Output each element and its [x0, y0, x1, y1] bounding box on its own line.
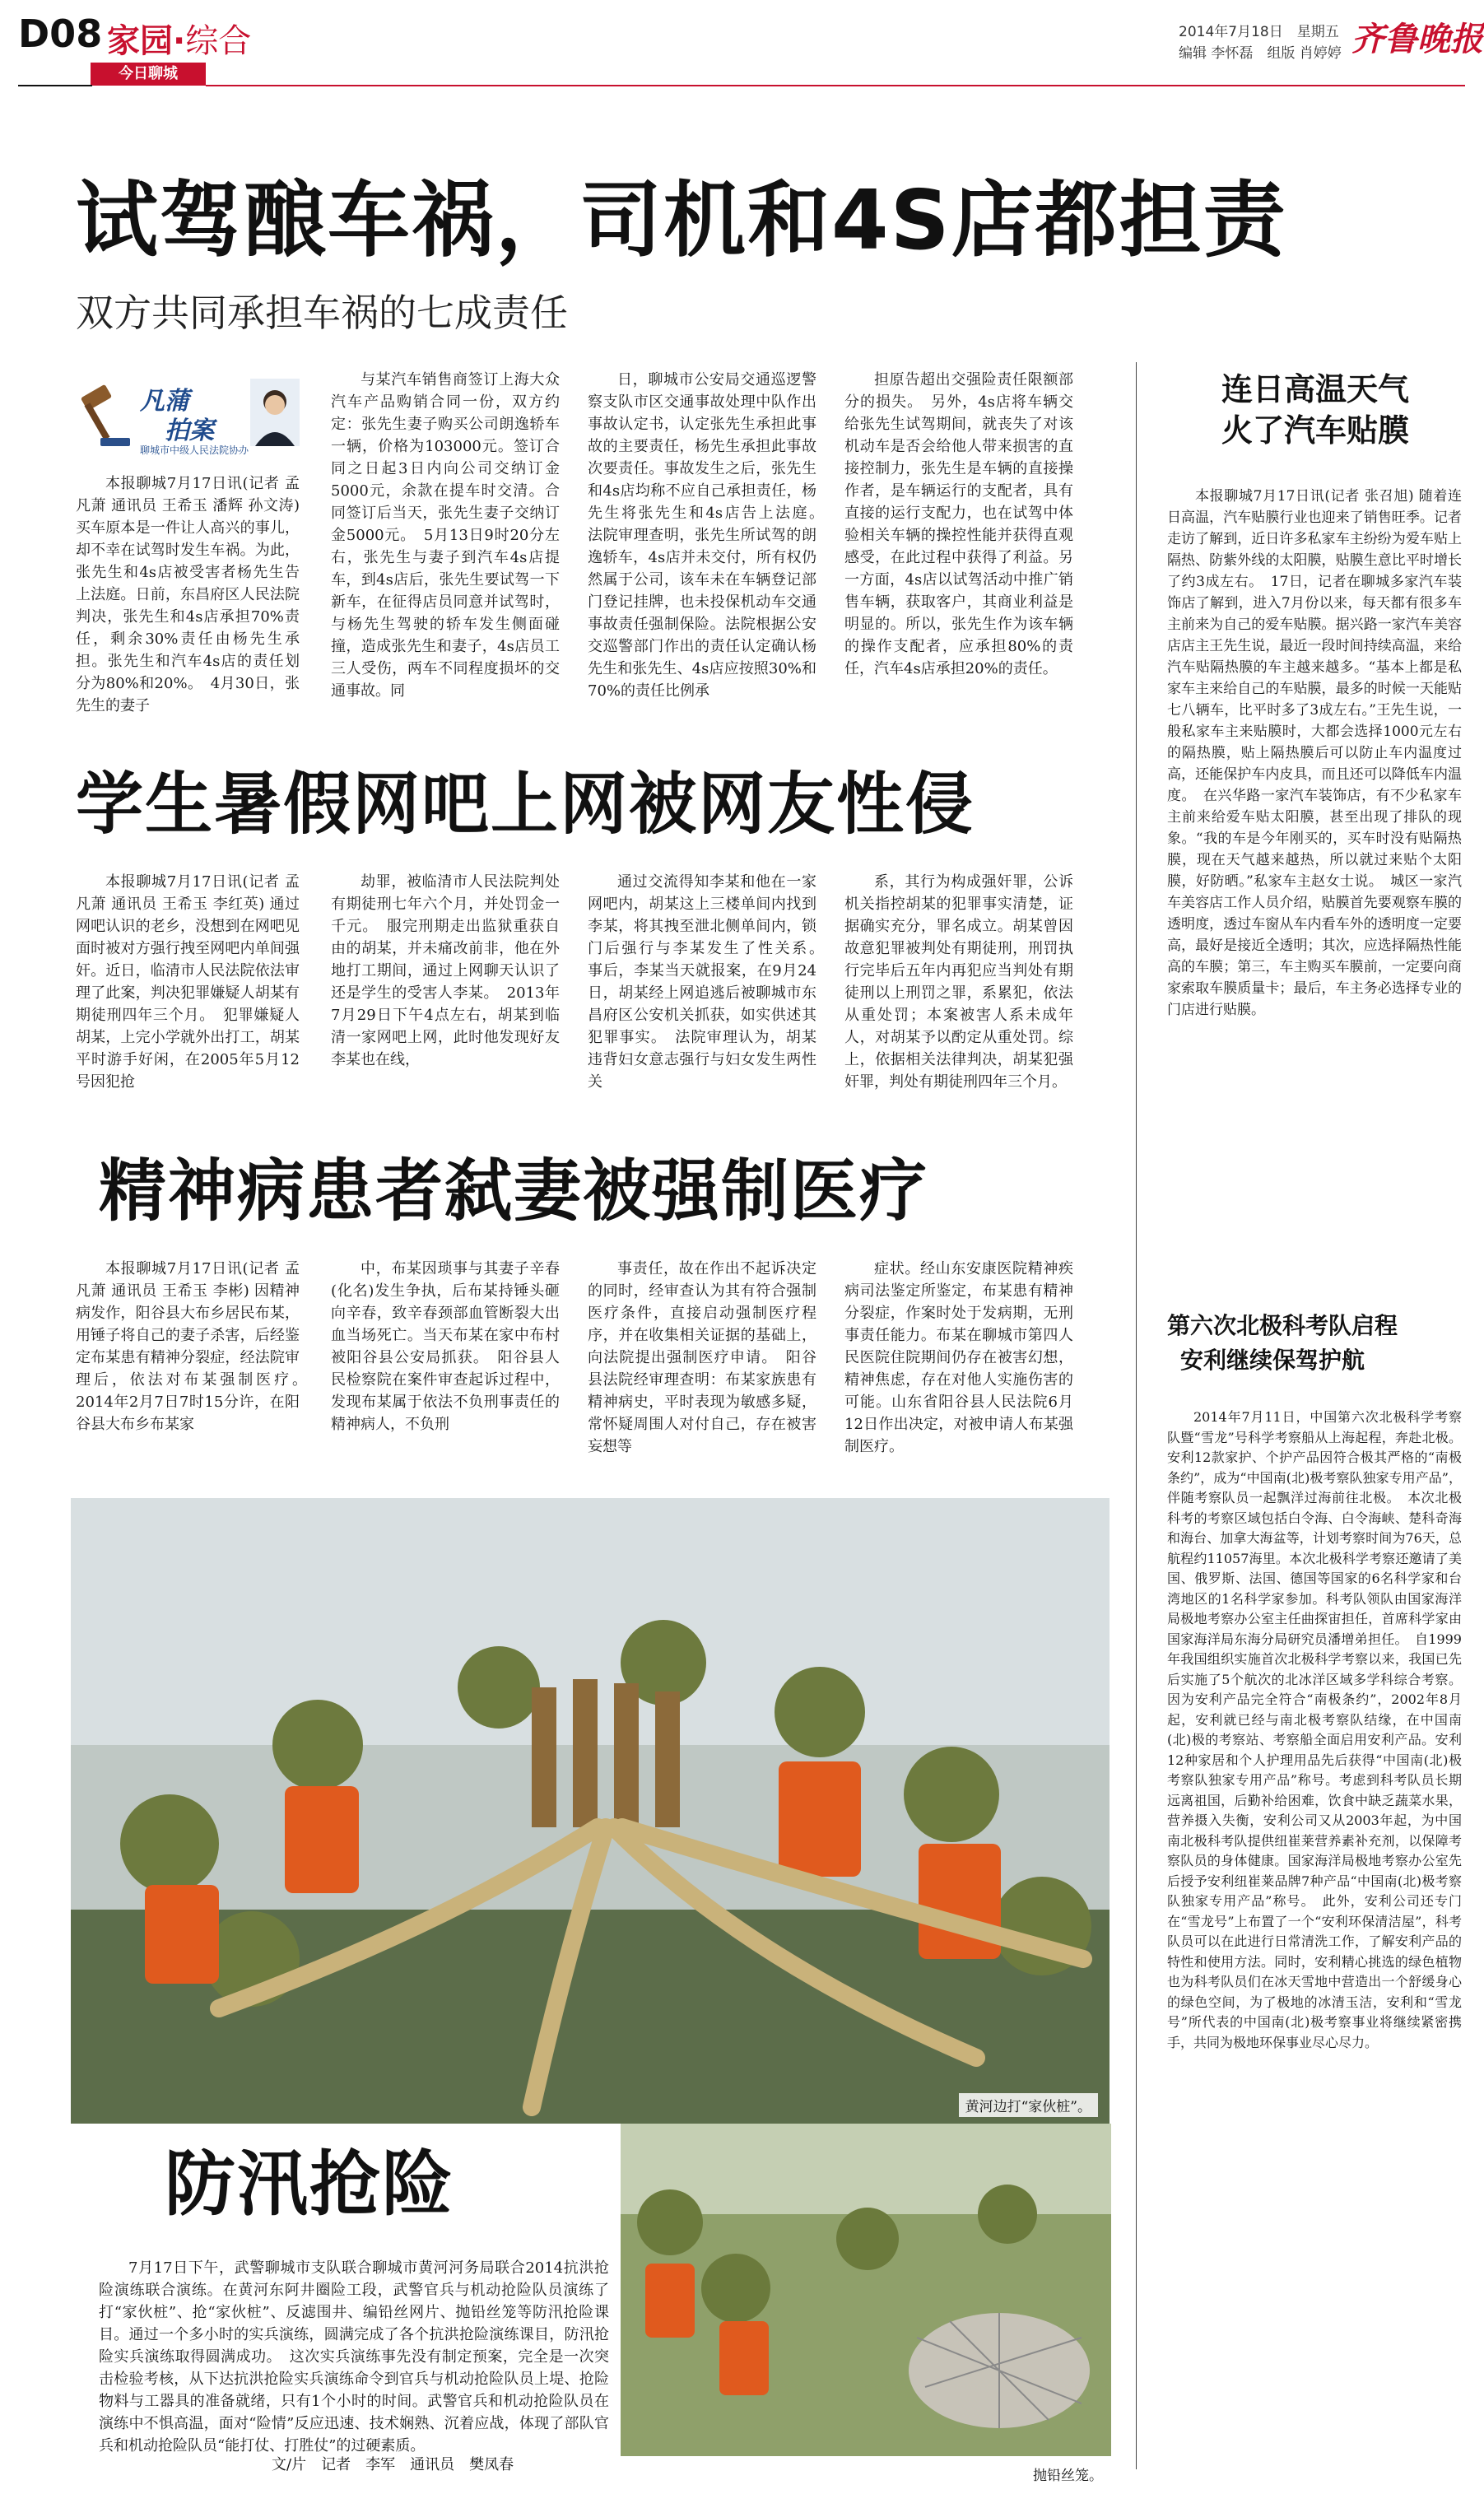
story2-column-2: [331, 871, 560, 1071]
flood-drill-illustration: [71, 1498, 1110, 2124]
gavel-icon: [76, 380, 133, 454]
flood-drill-photo: [71, 1498, 1110, 2124]
editor: 编辑 李怀磊: [1179, 45, 1254, 62]
story1-column-1: [76, 472, 300, 717]
column-title-1: 凡蒲: [140, 387, 189, 416]
column-title-2: 拍案: [165, 416, 214, 445]
sidebar1-headline-line-2: 火了汽车贴膜: [1221, 412, 1409, 449]
story1-headline: 试驾酿车祸，司机和4S店都担责: [76, 172, 1287, 268]
story2-column-3-text: 通过交流得知李某和他在一家网吧内，胡某这上三楼单间内找到李某，将其拽至泄北侧单间内，锁门后强行与李某发生了性关系。 事后，李某当天就报案，在9月24日，胡某经上网追逃后被聊城市东昌府区公安机关抓获，如实供述其犯罪事实。 法院审理认为，胡某违背妇女意志强行与妇女发生两性关: [588, 873, 831, 1091]
sub-section-title: 综合: [185, 22, 252, 60]
story1-column-4: [844, 369, 1073, 680]
section-dot: ·: [173, 22, 186, 60]
sidebar2-text-body: 2014年7月11日，中国第六次北极科学考察队暨“雪龙”号科学考察船从上海起程，奔赴北极。安利12款家护、个护产品因符合极其严格的“南极条约”，成为“中国南(北)极考察队独家专用产品”，伴随考察队员一起飘洋过海前往北极。 本次北极科考的考察区域包括白令海、白令海峡、楚科奇海和海台、加拿大海盆等，计划考察时间为76天，总航程约11057海里。本次北极科学考察还邀请了美国、俄罗斯、法国、德国等国家的6名科学家和台湾地区的1名科学家参加。科考队领队由国家海洋局极地考察办公室主任曲探宙担任，首席科学家由国家海洋局东海分局研究员潘增弟担任。 自1999年我国组织实施首次北极科学考察以来，我国已先后实施了5个航次的北冰洋区域多学科综合考察。因为安利产品完全符合“南极条约”，2002年8月起，安利就已经与南北极考察队结缘，在中国南(北)极的考察站、考察船全面启用安利产品。安利12种家居和个人护理用品先后获得“中国南(北)极考察队独家专用产品”称号。考虑到科考队员长期远离祖国，后勤补给困难，饮食中缺乏蔬菜水果，营养摄入失衡，安利公司又从2003年起，为中国南北极科考队提供纽崔莱营养素补充剂，以保障考察队员的身体健康。国家海洋局极地考察办公室先后授予安利纽崔莱品牌7种产品“中国南(北)极考察队独家专用产品”称号。 此外，安利公司还专门在“雪龙号”上布置了一个“安利环保清洁屋”，科考队员可以在此进行日常清洗工作，了解安利产品的特性和使用方法。同时，安利精心挑选的绿色植物也为科考队员们在冰天雪地中营造出一个舒缓身心的绿色空间，为了极地的冰清玉洁，安利和“雪龙号”所代表的中国南(北)极考察事业将继续紧密携手，共同为极地环保事业尽心尽力。: [1167, 1409, 1462, 2050]
story1-column-2: [331, 369, 560, 702]
masthead: [0, 0, 1484, 91]
story3-headline: 精神病患者弑妻被强制医疗: [99, 1152, 929, 1231]
weekday: 星期五: [1296, 24, 1339, 40]
story2-column-4-text: 系，其行为构成强奸罪，公诉机关指控胡某的犯罪事实清楚，证据确实充分，罪名成立。胡某曾因故意犯罪被判处有期徒刑，刑罚执行完毕后五年内再犯应当判处有期徒刑以上刑罚之罪，系累犯，依法从重处罚；本案被害人系未成年人，对胡某予以酌定从重处罚。综上，依据相关法律判决，胡某犯强奸罪，判处有期徒刑四年三个月。: [844, 873, 1073, 1091]
story2-column-4: [844, 871, 1073, 1093]
layout-editor: 组版 肖婷婷: [1267, 45, 1342, 62]
story4-text-body: 7月17日下午，武警聊城市支队联合聊城市黄河河务局联合2014抗洪抢险演练联合演练。在黄河东阿井圈险工段，武警官兵与机动抢险队员演练了打“家伙桩”、抢“家伙桩”、反滤围井、编铅丝网片、抛铅丝笼等防汛抢险课目。通过一个多小时的实兵演练，圆满完成了各个抗洪抢险演练课目，防汛抢险实兵演练取得圆满成功。 这次实兵演练事先没有制定预案，完全是一次突击检验考核，从下达抗洪抢险实兵演练命令到官兵与机动抢险队员上堤、抢险物料与工器具的准备就绪，只有1个小时的时间。武警官兵和机动抢险队员在演练中不惧高温，面对“险情”反应迅速、技术娴熟、沉着应战，体现了部队官兵和机动抢险队员“能打仗、打胜仗”的过硬素质。: [99, 2259, 609, 2454]
gabion-drill-illustration: [621, 2124, 1111, 2456]
story2-column-3: [588, 871, 831, 1093]
story1-column-3-text: 日，聊城市公安局交通巡逻警察支队市区交通事故处理中队作出事故认定书，认定张先生承担此事故的主要责任，杨先生承担此事故次要责任。事故发生之后，张先生和4s店均称不应自己承担责任，杨先生将张先生和4s店告上法庭。 法院审理查明，张先生所试驾的朗逸轿车，4s店并未交付，所有权仍然属于公司，该车未在车辆登记部门登记挂牌，也未投保机动车交通事故责任强制保险。法院根据公安交巡警部门作出的责任认定确认杨先生和张先生、4s店应按照30%和70%的责任比例承: [588, 371, 831, 700]
story2-headline: 学生暑假网吧上网被网友性侵: [76, 765, 975, 844]
story1-subhead: 双方共同承担车祸的七成责任: [76, 291, 568, 335]
section-tag: [91, 63, 206, 86]
edition-date: [1179, 20, 1339, 40]
sidebar1-text-body: 本报聊城7月17日讯(记者 张召旭) 随着连日高温，汽车贴膜行业也迎来了销售旺季。记者走访了解到，近日许多私家车主纷纷为爱车贴上隔热、防紫外线的太阳膜，贴膜生意比平时增长了约3成左右。 17日，记者在聊城多家汽车装饰店了解到，进入7月份以来，每天都有很多车主前来为自己的爱车贴膜。据兴路一家汽车美容店店主王先生说，最近一段时间持续高温，来给汽车贴隔热膜的车主越来越多。“基本上都是私家车主来给自己的车贴膜，最多的时候一天能贴七八辆车，比平时多了3成左右。”王先生说，一般私家车主来贴膜时，大都会选择1000元左右的隔热膜，贴上隔热膜后可以防止车内温度过高，还能保护车内皮具，而且还可以降低车内温度。 在兴华路一家汽车装饰店，有不少私家车主前来给爱车贴太阳膜，甚至出现了排队的现象。“我的车是今年刚买的，买车时没有贴隔热膜，现在天气越来越热，所以就过来贴个太阳膜，好防晒。”私家车主赵女士说。 城区一家汽车美容店工作人员介绍，贴膜首先要观察车膜的透明度，透过车窗从车内看车外的透明度一定要高，最好是接近全透明；其次，应选择隔热性能高的车膜；第三，车主购买车膜前，一定要向商家索取车膜质量卡；最后，车主务必选择专业的门店进行贴膜。: [1167, 488, 1462, 1018]
story4-headline: 防汛抢险: [165, 2143, 454, 2226]
gabion-drill-photo: [621, 2124, 1111, 2484]
story1-column-3: [588, 369, 831, 702]
sidebar1-headline-line-1: 连日高温天气: [1221, 371, 1409, 407]
sidebar-divider: [1136, 362, 1137, 2469]
gabion-drill-photo-caption: 抛铅丝笼。: [1033, 2468, 1103, 2484]
story3-column-4-text: 症状。经山东安康医院精神疾病司法鉴定所鉴定，布某患有精神分裂症，作案时处于发病期，无刑事责任能力。布某在聊城市第四人民医院住院期间仍存在被害幻想，精神焦虑，存在对他人实施伤害的可能。山东省阳谷县人民法院6月12日作出决定，对被申请人布某强制医疗。: [844, 1260, 1073, 1455]
sidebar2-text: [1167, 1408, 1462, 2053]
story4-credit: 文/片 记者 李军 通讯员 樊凤春: [272, 2456, 514, 2473]
section-title: 家园: [107, 22, 173, 60]
story1-column-4-text: 担原告超出交强险责任限额部分的损失。 另外，4s店将车辆交给张先生试驾期间，就丧失了对该机动车是否会给他人带来损害的直接控制力，张先生是车辆的直接操作者，是车辆运行的支配者，具有直接的运行支配力，也在试驾中体验相关车辆的操控性能并获得直观感受，在此过程中获得了利益。另一方面，4s店以试驾活动中推广销售车辆，获取客户，其商业利益是明显的。所以，张先生作为该车辆的操作支配者，应承担80%的责任，汽车4s店承担20%的责任。: [844, 371, 1073, 677]
edition-editors: [1179, 41, 1342, 62]
story3-column-4: [844, 1258, 1073, 1458]
sidebar2-headline: [1167, 1309, 1463, 1378]
portrait-icon: [250, 379, 300, 446]
story3-column-3-text: 事责任，故在作出不起诉决定的同时，经审查认为其有符合强制医疗条件，直接启动强制医疗程序，并在收集相关证据的基础上，向法院提出强制医疗申请。 阳谷县法院经审理查明：布某家族患有精神病史，平时表现为敏感多疑，常怀疑周围人对付自己，存在被害妄想等: [588, 1260, 816, 1455]
story2-column-1: [76, 871, 300, 1093]
story3-column-1-text: 本报聊城7月17日讯(记者 孟凡萧 通讯员 王希玉 李彬) 因精神病发作，阳谷县大布乡居民布某，用锤子将自己的妻子杀害，后经鉴定布某患有精神分裂症，经法院审理后，依法对布某强制医疗。 2014年2月7日7时15分许，在阳谷县大布乡布某家: [76, 1260, 314, 1433]
sidebar1-text: [1167, 486, 1462, 1021]
column-logo: [76, 377, 298, 459]
section-tag-text: 今日聊城: [119, 65, 178, 82]
date: 2014年7月18日: [1179, 24, 1283, 40]
masthead-red-rule: [206, 85, 1465, 86]
story3-column-3: [588, 1258, 816, 1458]
column-logo-org: 聊城市中级人民法院协办: [140, 444, 249, 456]
masthead-black-rule: [18, 85, 92, 86]
paper-logo: 齐鲁晚报: [1351, 20, 1483, 58]
story3-column-1: [76, 1258, 314, 1435]
section-name: [107, 15, 251, 62]
flood-drill-photo-caption: 黄河边打“家伙桩”。: [959, 2093, 1098, 2117]
story3-column-2: [331, 1258, 560, 1435]
story2-column-1-text: 本报聊城7月17日讯(记者 孟凡萧 通讯员 王希玉 李红英) 通过网吧认识的老乡，没想到在网吧见面时被对方强行拽至网吧内单间强奸。近日，临清市人民法院依法审理了此案，判决犯罪嫌疑人胡某有期徒刑四年三个月。 犯罪嫌疑人胡某，上完小学就外出打工，胡某平时游手好闲，在2005年5月12号因犯抢: [76, 873, 300, 1091]
story3-column-2-text: 中，布某因琐事与其妻子辛春(化名)发生争执，后布某持锤头砸向辛春，致辛春颈部血管断裂大出血当场死亡。当天布某在家中布村被阳谷县公安局抓获。 阳谷县人民检察院在案件审查起诉过程中，发现布某属于依法不负刑事责任的精神病人，不负刑: [331, 1260, 560, 1433]
sidebar2-headline-line-2: 安利继续保驾护航: [1180, 1347, 1365, 1374]
page-number: D08: [18, 12, 103, 56]
story1-column-2-text: 与某汽车销售商签订上海大众汽车产品购销合同一份，双方约定：张先生妻子购买公司朗逸轿车一辆，价格为103000元。签订合同之日起3日内向公司交纳订金5000元，余款在提车时交清。合同签订后当天，张先生妻子交纳订金5000元。 5月13日9时20分左右，张先生与妻子到汽车4s店提车，到4s店后，张先生要试驾一下新车，在征得店员同意并试驾时，与杨先生驾驶的轿车发生侧面碰撞，造成张先生和妻子，4s店员工三人受伤，两车不同程度损坏的交通事故。同: [331, 371, 560, 700]
sidebar1-headline: [1167, 369, 1463, 451]
story2-column-2-text: 劫罪，被临清市人民法院判处有期徒刑七年六个月，并处罚金一千元。 服完刑期走出监狱重获自由的胡某，并未痛改前非，他在外地打工期间，通过上网聊天认识了还是学生的受害人李某。 2013年7月29日下午4点左右，胡某到临清一家网吧上网，此时他发现好友李某也在线，: [331, 873, 560, 1068]
story1-column-1-text: 本报聊城7月17日讯(记者 孟凡萧 通讯员 王希玉 潘辉 孙文涛) 买车原本是一件让人高兴的事儿，却不幸在试驾时发生车祸。为此，张先生和4s店被受害者杨先生告上法庭。日前，东昌府区人民法院判决，张先生和4s店承担70%责任，剩余30%责任由杨先生承担。张先生和汽车4s店的责任划分为80%和20%。 4月30日，张先生的妻子: [76, 475, 300, 714]
sidebar2-headline-line-1: 第六次北极科考队启程: [1167, 1312, 1398, 1339]
story4-text: [99, 2257, 609, 2457]
